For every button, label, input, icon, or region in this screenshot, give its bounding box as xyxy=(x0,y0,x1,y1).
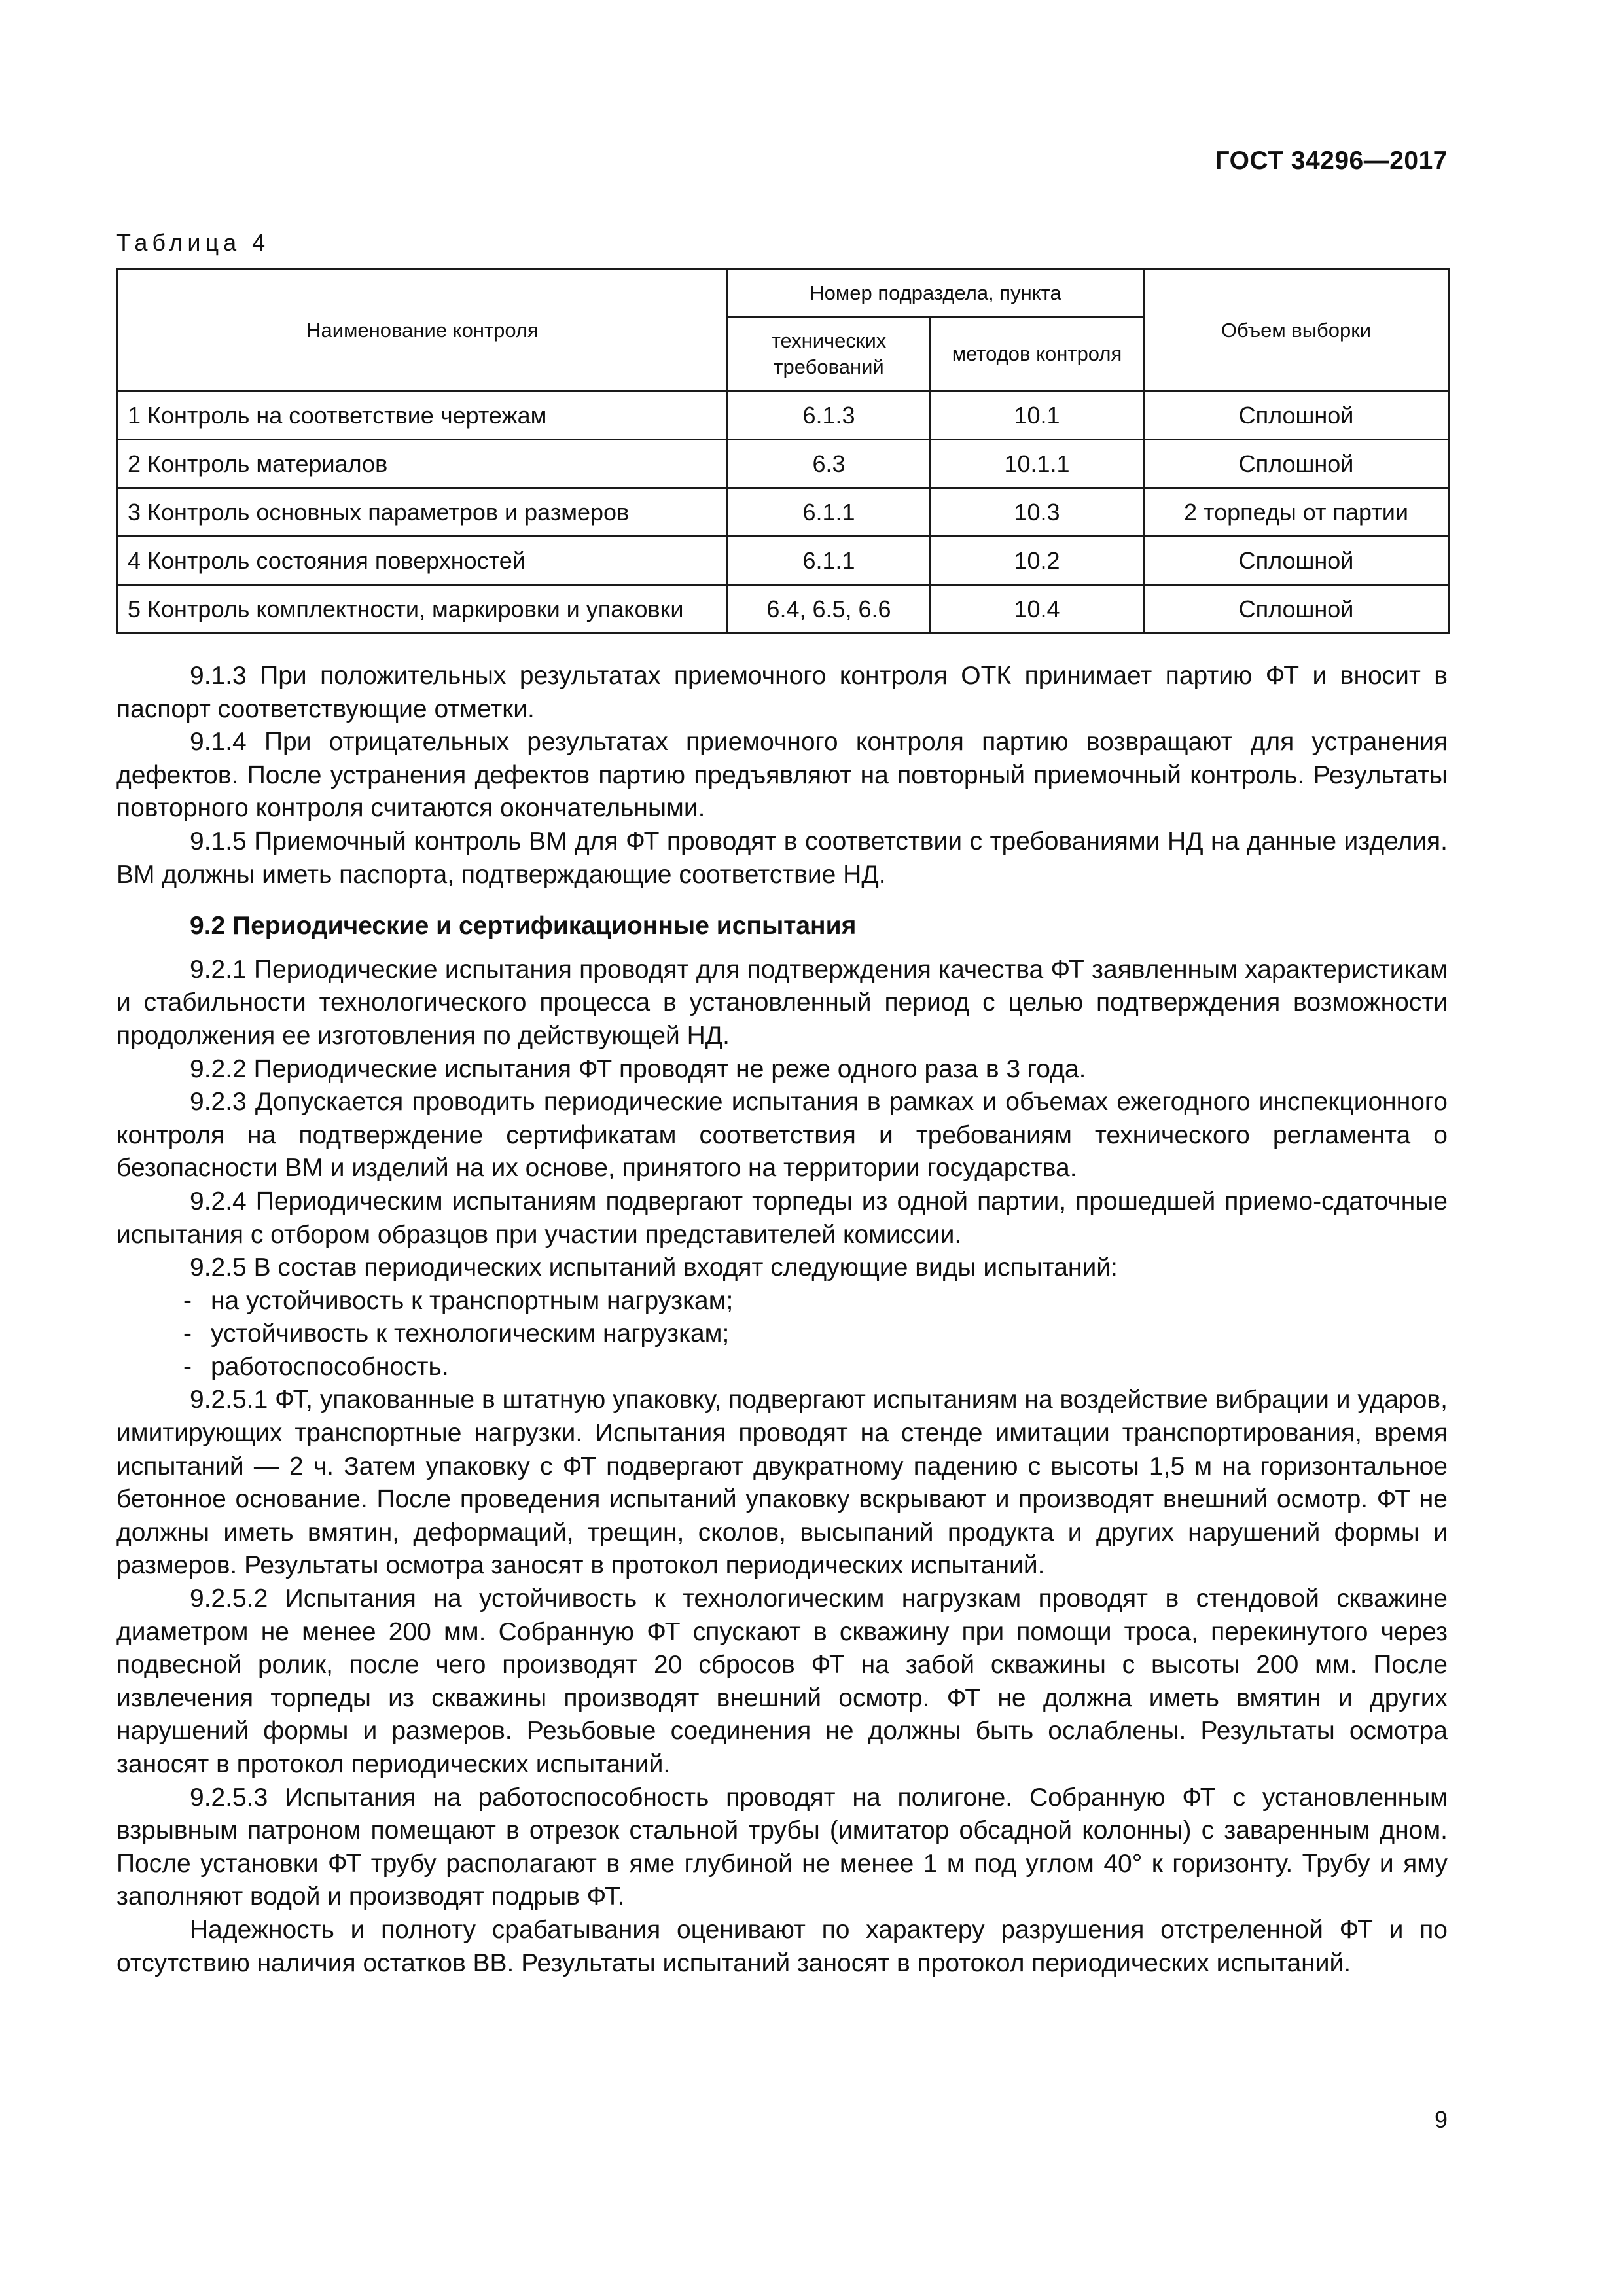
cell-method: 10.4 xyxy=(931,585,1144,634)
cell-tech: 6.3 xyxy=(728,440,931,488)
header-tech-requirements: технических требований xyxy=(728,317,931,391)
cell-method: 10.3 xyxy=(931,488,1144,537)
cell-method: 10.2 xyxy=(931,537,1144,585)
cell-method: 10.1.1 xyxy=(931,440,1144,488)
list-item-text: на устойчивость к транспортным нагрузкам; xyxy=(211,1286,734,1315)
cell-control-name: 3 Контроль основных параметров и размеров xyxy=(118,488,728,537)
table-row xyxy=(118,585,1449,634)
standard-designation: ГОСТ 34296—2017 xyxy=(1215,147,1448,175)
list-item xyxy=(116,1318,1448,1351)
cell-volume: 2 торпеды от партии xyxy=(1144,488,1449,537)
table-row xyxy=(118,440,1449,488)
cell-control-name: 2 Контроль материалов xyxy=(118,440,728,488)
control-table xyxy=(116,268,1450,634)
section-heading-9-2: 9.2 Периодические и сертификационные испытания xyxy=(190,912,857,941)
list-item-text: устойчивость к технологическим нагрузкам; xyxy=(211,1319,730,1348)
paragraph-9-2-3: 9.2.3 Допускается проводить периодические испытания в рамках и объемах ежегодного инспекционного контроля на подтверждение сертификатам соответствия и требованиям технического регламента о безопасности ВМ и изделий на их основе, принятого на территории государства. xyxy=(116,1088,1448,1183)
table-row xyxy=(118,391,1449,440)
cell-method: 10.1 xyxy=(931,391,1144,440)
cell-control-name: 4 Контроль состояния поверхностей xyxy=(118,537,728,585)
cell-tech: 6.1.3 xyxy=(728,391,931,440)
cell-control-name: 1 Контроль на соответствие чертежам xyxy=(118,391,728,440)
header-control-methods: методов контроля xyxy=(931,317,1144,391)
table-header-row xyxy=(118,270,1449,317)
paragraph-9-2-5: 9.2.5 В состав периодических испытаний входят следующие виды испытаний: xyxy=(190,1253,1118,1282)
table-row xyxy=(118,488,1449,537)
paragraph-9-1-3: 9.1.3 При положительных результатах приемочного контроля ОТК принимает партию ФТ и вносит в паспорт соответствующие отметки. xyxy=(116,662,1448,723)
list-item-text: работоспособность. xyxy=(211,1352,449,1381)
list-item xyxy=(116,1351,1448,1384)
paragraph-9-2-5-1: 9.2.5.1 ФТ, упакованные в штатную упаковку, подвергают испытаниям на воздействие вибрации и ударов, имитирующих транспортные нагрузки. Испытания проводят на стенде имитации транспортирования, время испытаний — 2 ч. Затем упаковку с ФТ подвергают двукратному падению с высоты 1,5 м на горизонтальное бетонное основание. После проведения испытаний упаковку вскрывают и производят внешний осмотр. ФТ не должны иметь вмятин, деформаций, трещин, сколов, высыпаний продукта и других нарушений формы и размеров. Результаты осмотра заносят в протокол периодических испытаний. xyxy=(116,1386,1448,1580)
table-row xyxy=(118,537,1449,585)
paragraph-9-2-5-2: 9.2.5.2 Испытания на устойчивость к технологическим нагрузкам проводят в стендовой скважине диаметром не менее 200 мм. Собранную ФТ спускают в скважину при помощи троса, перекинутого через подвесной ролик, после чего производят 20 сбросов ФТ на забой скважины с высоты 200 мм. После извлечения торпеды из скважины производят внешний осмотр. ФТ не должна иметь вмятин и других нарушений формы и размеров. Резьбовые соединения не должны быть ослаблены. Результаты осмотра заносят в протокол периодических испытаний. xyxy=(116,1585,1448,1778)
list-marker: - xyxy=(183,1286,192,1315)
page-number: 9 xyxy=(1434,2106,1448,2133)
paragraph-9-2-1: 9.2.1 Периодические испытания проводят для подтверждения качества ФТ заявленным характеристикам и стабильности технологического процесса в установленный период с целью подтверждения возможности продолжения ее изготовления по действующей НД. xyxy=(116,955,1448,1050)
header-sample-volume: Объем выборки xyxy=(1144,270,1449,391)
header-control-name: Наименование контроля xyxy=(118,270,728,391)
cell-volume: Сплошной xyxy=(1144,391,1449,440)
header-section-group: Номер подраздела, пункта xyxy=(728,270,1144,317)
cell-volume: Сплошной xyxy=(1144,537,1449,585)
list-marker: - xyxy=(183,1319,192,1348)
cell-control-name: 5 Контроль комплектности, маркировки и упаковки xyxy=(118,585,728,634)
body-text xyxy=(116,660,1448,1980)
list-item xyxy=(116,1285,1448,1318)
paragraph-9-2-4: 9.2.4 Периодическим испытаниям подвергают торпеды из одной партии, прошедшей приемо-сдаточные испытания с отбором образцов при участии представителей комиссии. xyxy=(116,1187,1448,1249)
paragraph-reliability: Надежность и полноту срабатывания оценивают по характеру разрушения отстреленной ФТ и по отсутствию наличия остатков ВВ. Результаты испытаний заносят в протокол периодических испытаний. xyxy=(116,1915,1448,1977)
table-caption: Таблица 4 xyxy=(116,229,270,256)
cell-tech: 6.1.1 xyxy=(728,488,931,537)
cell-volume: Сплошной xyxy=(1144,440,1449,488)
list-marker: - xyxy=(183,1352,192,1381)
cell-tech: 6.1.1 xyxy=(728,537,931,585)
cell-volume: Сплошной xyxy=(1144,585,1449,634)
paragraph-9-1-4: 9.1.4 При отрицательных результатах приемочного контроля партию возвращают для устранения дефектов. После устранения дефектов партию предъявляют на повторный приемочный контроль. Результаты повторного контроля считаются окончательными. xyxy=(116,728,1448,823)
paragraph-9-1-5: 9.1.5 Приемочный контроль ВМ для ФТ проводят в соответствии с требованиями НД на данные изделия. ВМ должны иметь паспорта, подтверждающие соответствие НД. xyxy=(116,827,1448,889)
paragraph-9-2-5-3: 9.2.5.3 Испытания на работоспособность проводят на полигоне. Собранную ФТ с установленным взрывным патроном помещают в отрезок стальной трубы (имитатор обсадной колонны) с заваренным дном. После установки ФТ трубу располагают в яме глубиной не менее 1 м под углом 40° к горизонту. Трубу и яму заполняют водой и производят подрыв ФТ. xyxy=(116,1783,1448,1911)
paragraph-9-2-2: 9.2.2 Периодические испытания ФТ проводят не реже одного раза в 3 года. xyxy=(190,1054,1086,1083)
cell-tech: 6.4, 6.5, 6.6 xyxy=(728,585,931,634)
